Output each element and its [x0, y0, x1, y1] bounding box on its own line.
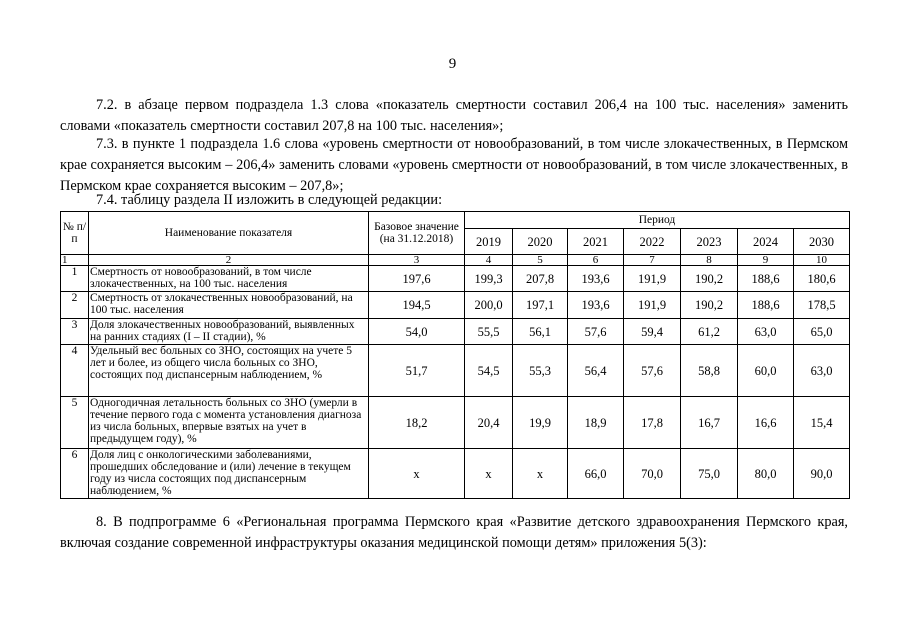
year-value: 55,5 — [465, 319, 513, 345]
base-value: 18,2 — [369, 397, 465, 449]
year-value: 180,6 — [794, 266, 850, 292]
year-value: 55,3 — [513, 345, 568, 397]
year-value: 20,4 — [465, 397, 513, 449]
year-value: 199,3 — [465, 266, 513, 292]
table-row — [61, 319, 850, 345]
year-value: 57,6 — [568, 319, 624, 345]
column-index: 7 — [624, 255, 681, 266]
indicator-name: Доля лиц с онкологическими заболеваниями, прошедших обследование и (или) лечение в текущем году из числа состоящих под диспансерным наблюдением, % — [89, 449, 369, 499]
base-value: 54,0 — [369, 319, 465, 345]
year-value: 190,2 — [681, 266, 738, 292]
year-value: 19,9 — [513, 397, 568, 449]
header-num: № п/п — [61, 212, 89, 255]
indicator-name: Одногодичная летальность больных со ЗНО (умерли в течение первого года с момента установления диагноза из числа больных, впервые взятых на учет в предыдущем году), % — [89, 397, 369, 449]
column-index: 10 — [794, 255, 850, 266]
base-value: 51,7 — [369, 345, 465, 397]
column-index: 6 — [568, 255, 624, 266]
table-row — [61, 397, 850, 449]
header-year: 2024 — [738, 229, 794, 255]
indicators-table — [60, 211, 850, 499]
base-value: x — [369, 449, 465, 499]
header-year: 2022 — [624, 229, 681, 255]
table-row — [61, 292, 850, 319]
year-value: 63,0 — [738, 319, 794, 345]
year-value: 56,1 — [513, 319, 568, 345]
year-value: 200,0 — [465, 292, 513, 319]
year-value: 191,9 — [624, 266, 681, 292]
year-value: 54,5 — [465, 345, 513, 397]
paragraph-7-3-text: 7.3. в пункте 1 подраздела 1.6 слова «уровень смертности от новообразований, в том числе злокачественных, в Пермском крае сохраняется высоким – 206,4» заменить словами «уровень смертности от новообразований, в том числе злокачественных, в Пермском крае сохраняется высоким – 207,8»; — [60, 136, 848, 194]
indicator-name: Смертность от злокачественных новообразований, на 100 тыс. населения — [89, 292, 369, 319]
table-row — [61, 449, 850, 499]
year-value: 207,8 — [513, 266, 568, 292]
year-value: 178,5 — [794, 292, 850, 319]
column-index: 8 — [681, 255, 738, 266]
column-index: 1 — [61, 255, 89, 266]
year-value: 63,0 — [794, 345, 850, 397]
base-value: 194,5 — [369, 292, 465, 319]
year-value: 188,6 — [738, 266, 794, 292]
paragraph-7-3 — [60, 134, 848, 197]
year-value: 193,6 — [568, 292, 624, 319]
column-index: 9 — [738, 255, 794, 266]
base-value: 197,6 — [369, 266, 465, 292]
year-value: 90,0 — [794, 449, 850, 499]
table-row — [61, 266, 850, 292]
year-value: 190,2 — [681, 292, 738, 319]
column-index-row — [61, 255, 850, 266]
header-year: 2019 — [465, 229, 513, 255]
header-period: Период — [465, 212, 850, 229]
paragraph-8-text: 8. В подпрограмме 6 «Региональная программа Пермского края «Развитие детского здравоохранения Пермского края, включая создание современной инфраструктуры оказания медицинской помощи детям» приложения 5(3): — [60, 514, 848, 551]
row-number: 4 — [61, 345, 89, 397]
paragraph-7-2-text: 7.2. в абзаце первом подраздела 1.3 слова «показатель смертности составил 206,4 на 100 тыс. населения» заменить словами «показатель смертности составил 207,8 на 100 тыс. населения»; — [60, 97, 848, 134]
paragraph-8 — [60, 512, 848, 554]
header-year: 2023 — [681, 229, 738, 255]
year-value: 188,6 — [738, 292, 794, 319]
year-value: x — [513, 449, 568, 499]
column-index: 5 — [513, 255, 568, 266]
row-number: 3 — [61, 319, 89, 345]
paragraph-7-4-text: 7.4. таблицу раздела II изложить в следующей редакции: — [96, 192, 443, 208]
year-value: 70,0 — [624, 449, 681, 499]
header-year: 2021 — [568, 229, 624, 255]
year-value: 15,4 — [794, 397, 850, 449]
header-name: Наименование показателя — [89, 212, 369, 255]
year-value: 16,7 — [681, 397, 738, 449]
row-number: 2 — [61, 292, 89, 319]
year-value: 75,0 — [681, 449, 738, 499]
year-value: 191,9 — [624, 292, 681, 319]
year-value: 197,1 — [513, 292, 568, 319]
table-row — [61, 345, 850, 397]
row-number: 6 — [61, 449, 89, 499]
year-value: 60,0 — [738, 345, 794, 397]
year-value: 58,8 — [681, 345, 738, 397]
year-value: 59,4 — [624, 319, 681, 345]
column-index: 2 — [89, 255, 369, 266]
page-number: 9 — [448, 56, 457, 72]
year-value: 18,9 — [568, 397, 624, 449]
column-index: 3 — [369, 255, 465, 266]
column-index: 4 — [465, 255, 513, 266]
row-number: 5 — [61, 397, 89, 449]
year-value: 17,8 — [624, 397, 681, 449]
year-value: 61,2 — [681, 319, 738, 345]
year-value: 193,6 — [568, 266, 624, 292]
indicator-name: Смертность от новообразований, в том числе злокачественных, на 100 тыс. населения — [89, 266, 369, 292]
year-value: 80,0 — [738, 449, 794, 499]
year-value: 56,4 — [568, 345, 624, 397]
paragraph-7-2 — [60, 95, 848, 137]
indicator-name: Удельный вес больных со ЗНО, состоящих на учете 5 лет и более, из общего числа больных со ЗНО, состоящих под диспансерным наблюдением, % — [89, 345, 369, 397]
year-value: 57,6 — [624, 345, 681, 397]
indicator-name: Доля злокачественных новообразований, выявленных на ранних стадиях (I – II стадии), % — [89, 319, 369, 345]
header-year: 2030 — [794, 229, 850, 255]
year-value: x — [465, 449, 513, 499]
year-value: 65,0 — [794, 319, 850, 345]
paragraph-7-4 — [60, 190, 848, 211]
year-value: 16,6 — [738, 397, 794, 449]
header-year: 2020 — [513, 229, 568, 255]
row-number: 1 — [61, 266, 89, 292]
header-base: Базовое значение (на 31.12.2018) — [369, 212, 465, 255]
year-value: 66,0 — [568, 449, 624, 499]
